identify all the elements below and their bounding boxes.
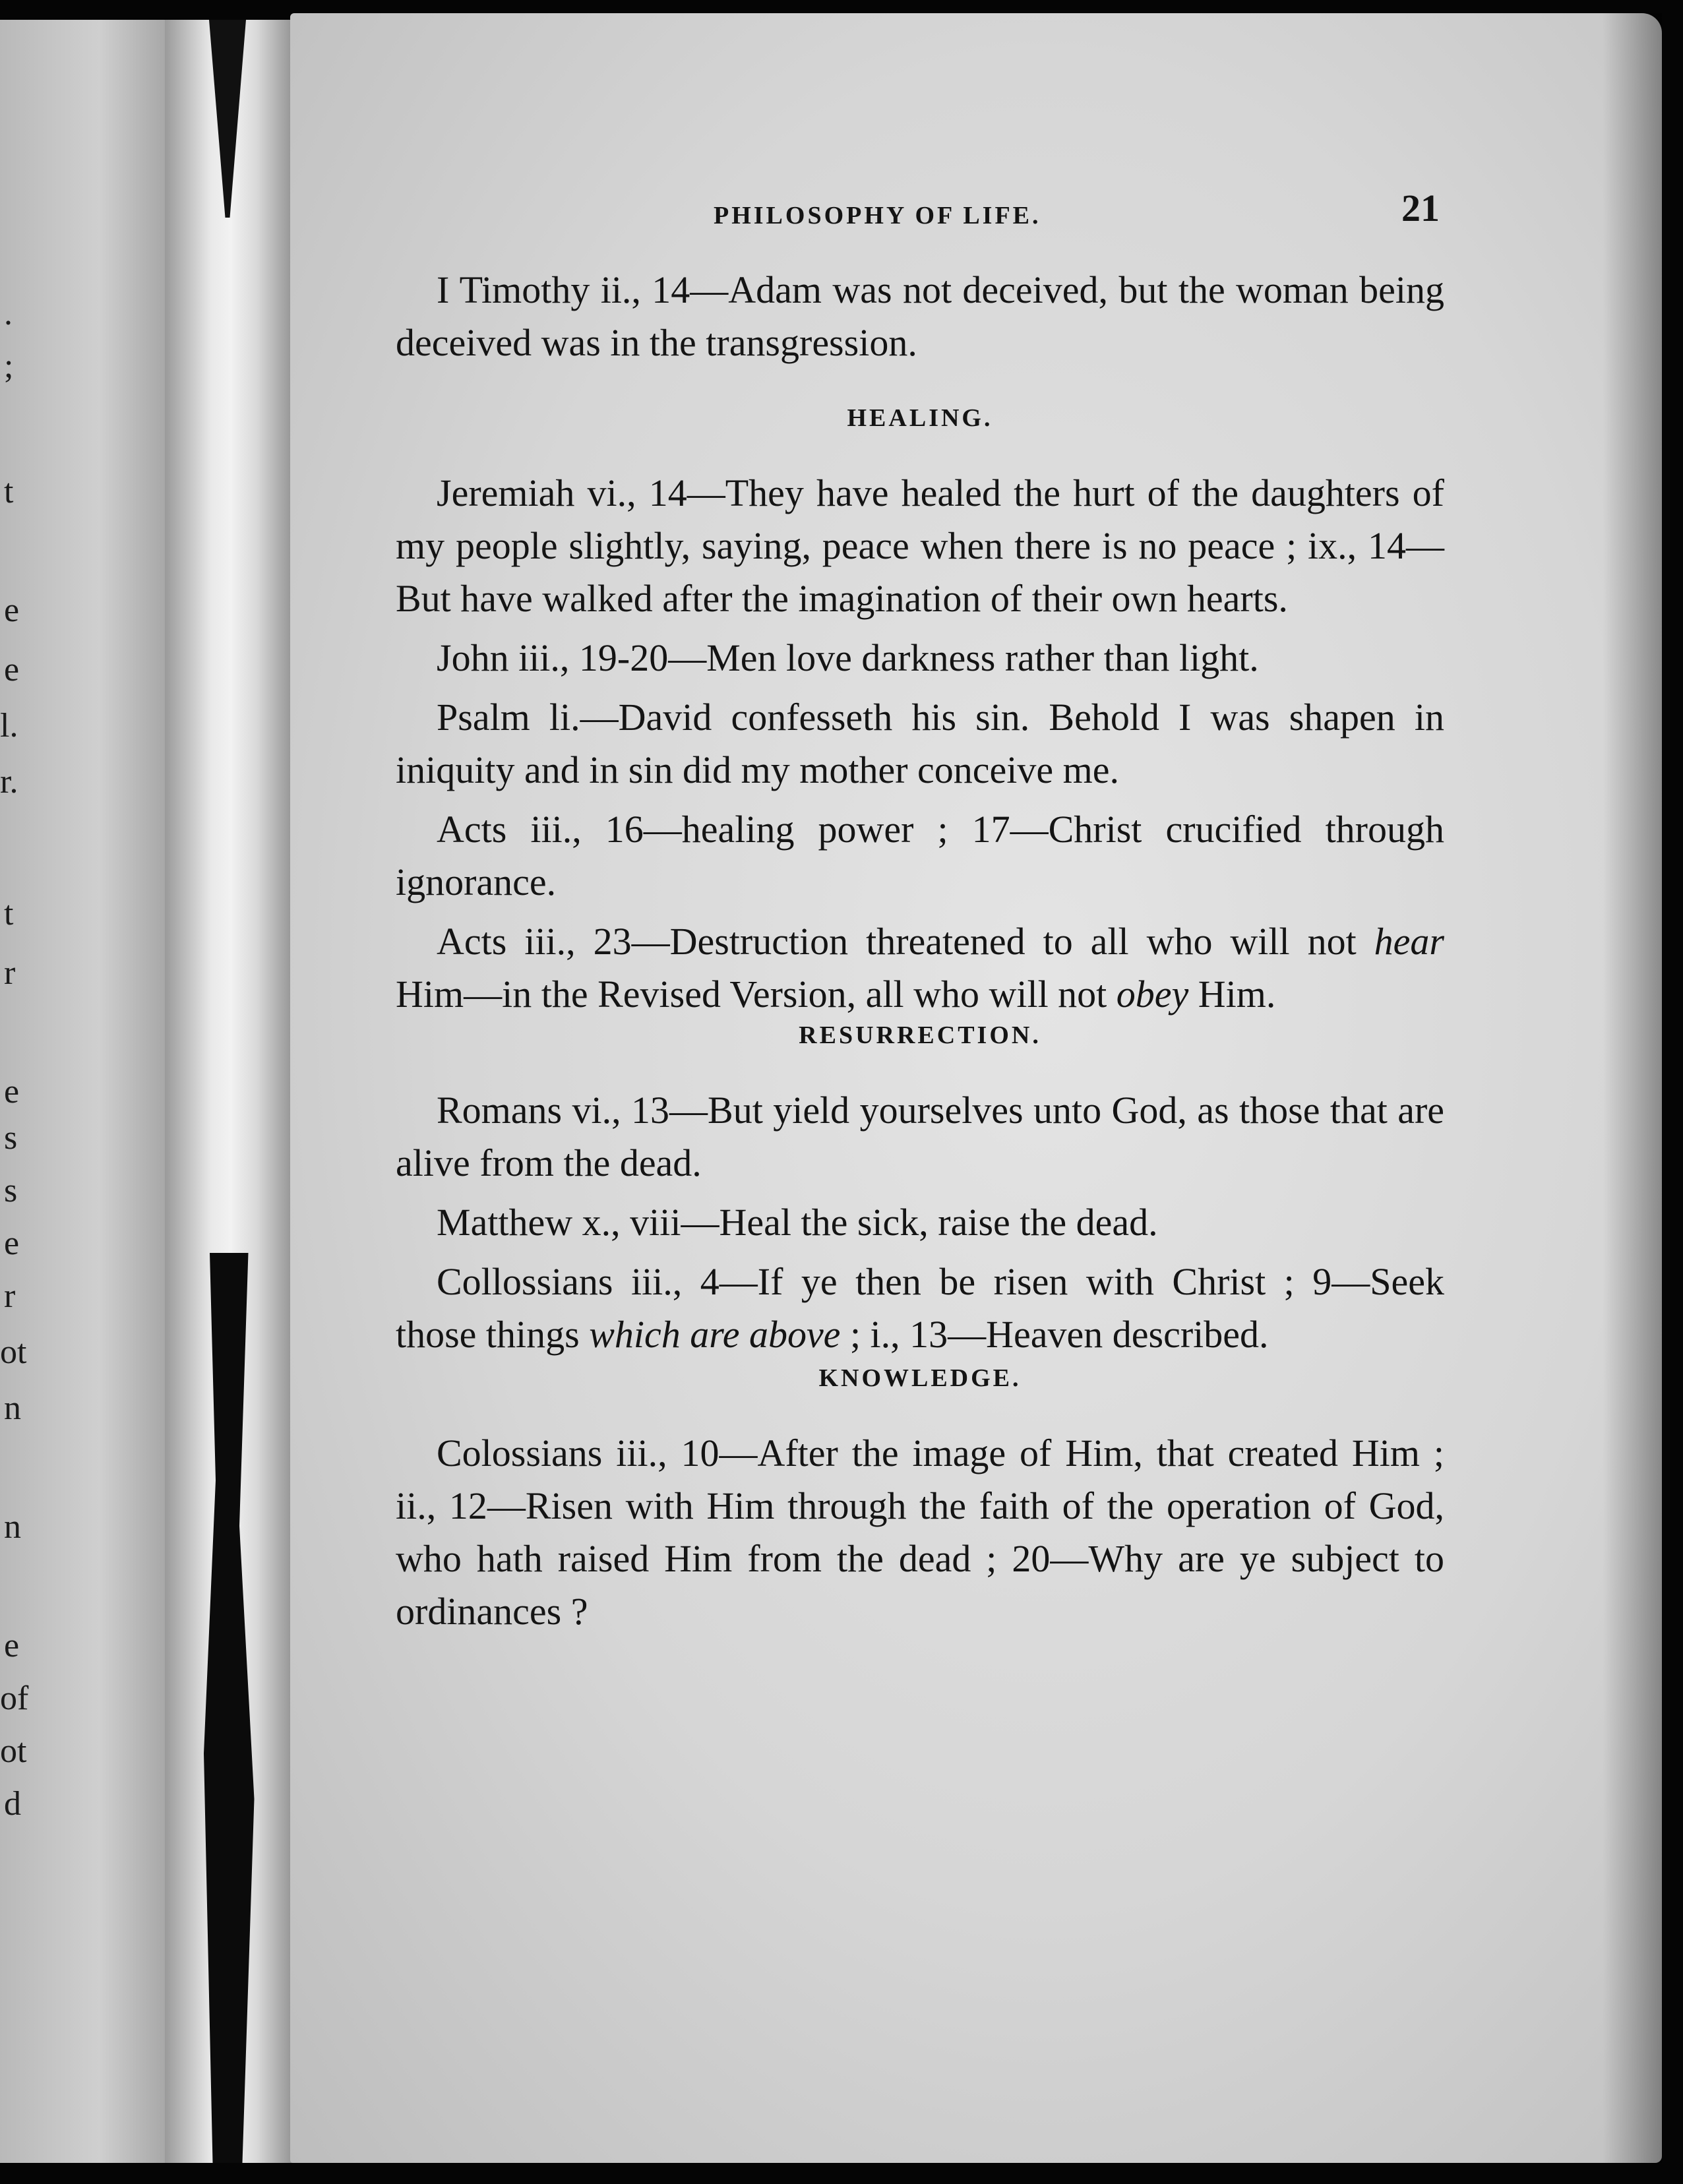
- text-run: I Timothy ii., 14—Adam was not deceived, but the woman being deceived was in the transgression.: [396, 268, 1444, 364]
- text-run: Him—in the Revised Version, all who will not: [396, 973, 1117, 1016]
- facing-page-fragment: s: [4, 1172, 18, 1209]
- facing-page-fragment: e: [4, 1225, 20, 1262]
- text-run: Colossians iii., 10—After the image of Him, that created Him ; ii., 12—Risen with Him through the faith of the operation of God, who hath raised Him from the dead ; 20—Why are ye subject to ordinances ?: [396, 1432, 1444, 1633]
- text-run: Acts iii., 23—Destruction threatened to all who will not: [437, 920, 1374, 963]
- facing-page-fragment: d: [4, 1785, 21, 1823]
- facing-page-fragment: ot: [0, 1333, 27, 1371]
- facing-page-fragment: n: [4, 1508, 21, 1546]
- facing-page-fragment: of: [0, 1680, 29, 1717]
- facing-page-fragment: e: [4, 651, 20, 688]
- text-run: Psalm li.—David confesseth his sin. Behold I was shapen in iniquity and in sin did my mother conceive me.: [396, 696, 1444, 791]
- running-head-title: PHILOSOPHY OF LIFE.: [714, 202, 1041, 229]
- scripture-reference: [396, 1196, 1444, 1249]
- emphasized-text: obey: [1116, 973, 1189, 1016]
- facing-page-fragment: ot: [0, 1732, 27, 1770]
- text-run: Romans vi., 13—But yield yourselves unto God, as those that are alive from the dead.: [396, 1089, 1444, 1184]
- facing-page-fragment: t: [4, 895, 14, 932]
- text-run: Matthew x., viii—Heal the sick, raise the dead.: [437, 1201, 1158, 1244]
- emphasized-text: which are above: [589, 1313, 841, 1356]
- facing-page-fragment: ;: [4, 348, 14, 385]
- facing-page-fragment: r: [4, 1277, 16, 1315]
- facing-page-fragment: s: [4, 1119, 18, 1157]
- scripture-reference: [396, 467, 1444, 625]
- scripture-reference: [396, 803, 1444, 909]
- text-run: John iii., 19-20—Men love darkness rather than light.: [437, 636, 1259, 679]
- text-run: Jeremiah vi., 14—They have healed the hurt of the daughters of my people slightly, saying, peace when there is no peace ; ix., 14—But have walked after the imagination of their own hearts.: [396, 471, 1444, 620]
- scripture-reference: [396, 915, 1444, 1021]
- facing-page-fragment: e: [4, 1073, 20, 1110]
- page-edge-shading: [1603, 13, 1662, 2163]
- text-run: Him.: [1188, 973, 1276, 1016]
- text-run: Acts iii., 16—healing power ; 17—Christ crucified through ignorance.: [396, 808, 1444, 903]
- section-heading: HEALING.: [847, 404, 993, 432]
- scripture-reference: [396, 632, 1444, 684]
- facing-page-fragment: t: [4, 473, 14, 510]
- facing-page-fragment: n: [4, 1389, 21, 1427]
- text-run: Collossians iii., 4—If ye then be risen with Christ ; 9—Seek those things: [396, 1260, 1444, 1356]
- emphasized-text: hear: [1374, 920, 1444, 963]
- section-heading: KNOWLEDGE.: [818, 1364, 1022, 1392]
- scripture-reference: [396, 264, 1444, 369]
- facing-page-edge: [0, 20, 165, 2163]
- scripture-reference: [396, 691, 1444, 797]
- facing-page-fragment: e: [4, 592, 20, 629]
- facing-page-fragment: l.: [0, 707, 18, 744]
- page-body: [396, 264, 1444, 1638]
- text-run: ; i., 13—Heaven described.: [840, 1313, 1269, 1356]
- scripture-reference: [396, 1256, 1444, 1361]
- page-number: 21: [1401, 187, 1440, 229]
- facing-page-fragment: e: [4, 1627, 20, 1664]
- facing-page-fragment: .: [4, 295, 13, 332]
- scripture-reference: [396, 1084, 1444, 1190]
- facing-page-fragment: r.: [0, 763, 18, 801]
- section-heading: RESURRECTION.: [799, 1021, 1041, 1049]
- scripture-reference: [396, 1427, 1444, 1638]
- facing-page-fragment: r: [4, 954, 16, 992]
